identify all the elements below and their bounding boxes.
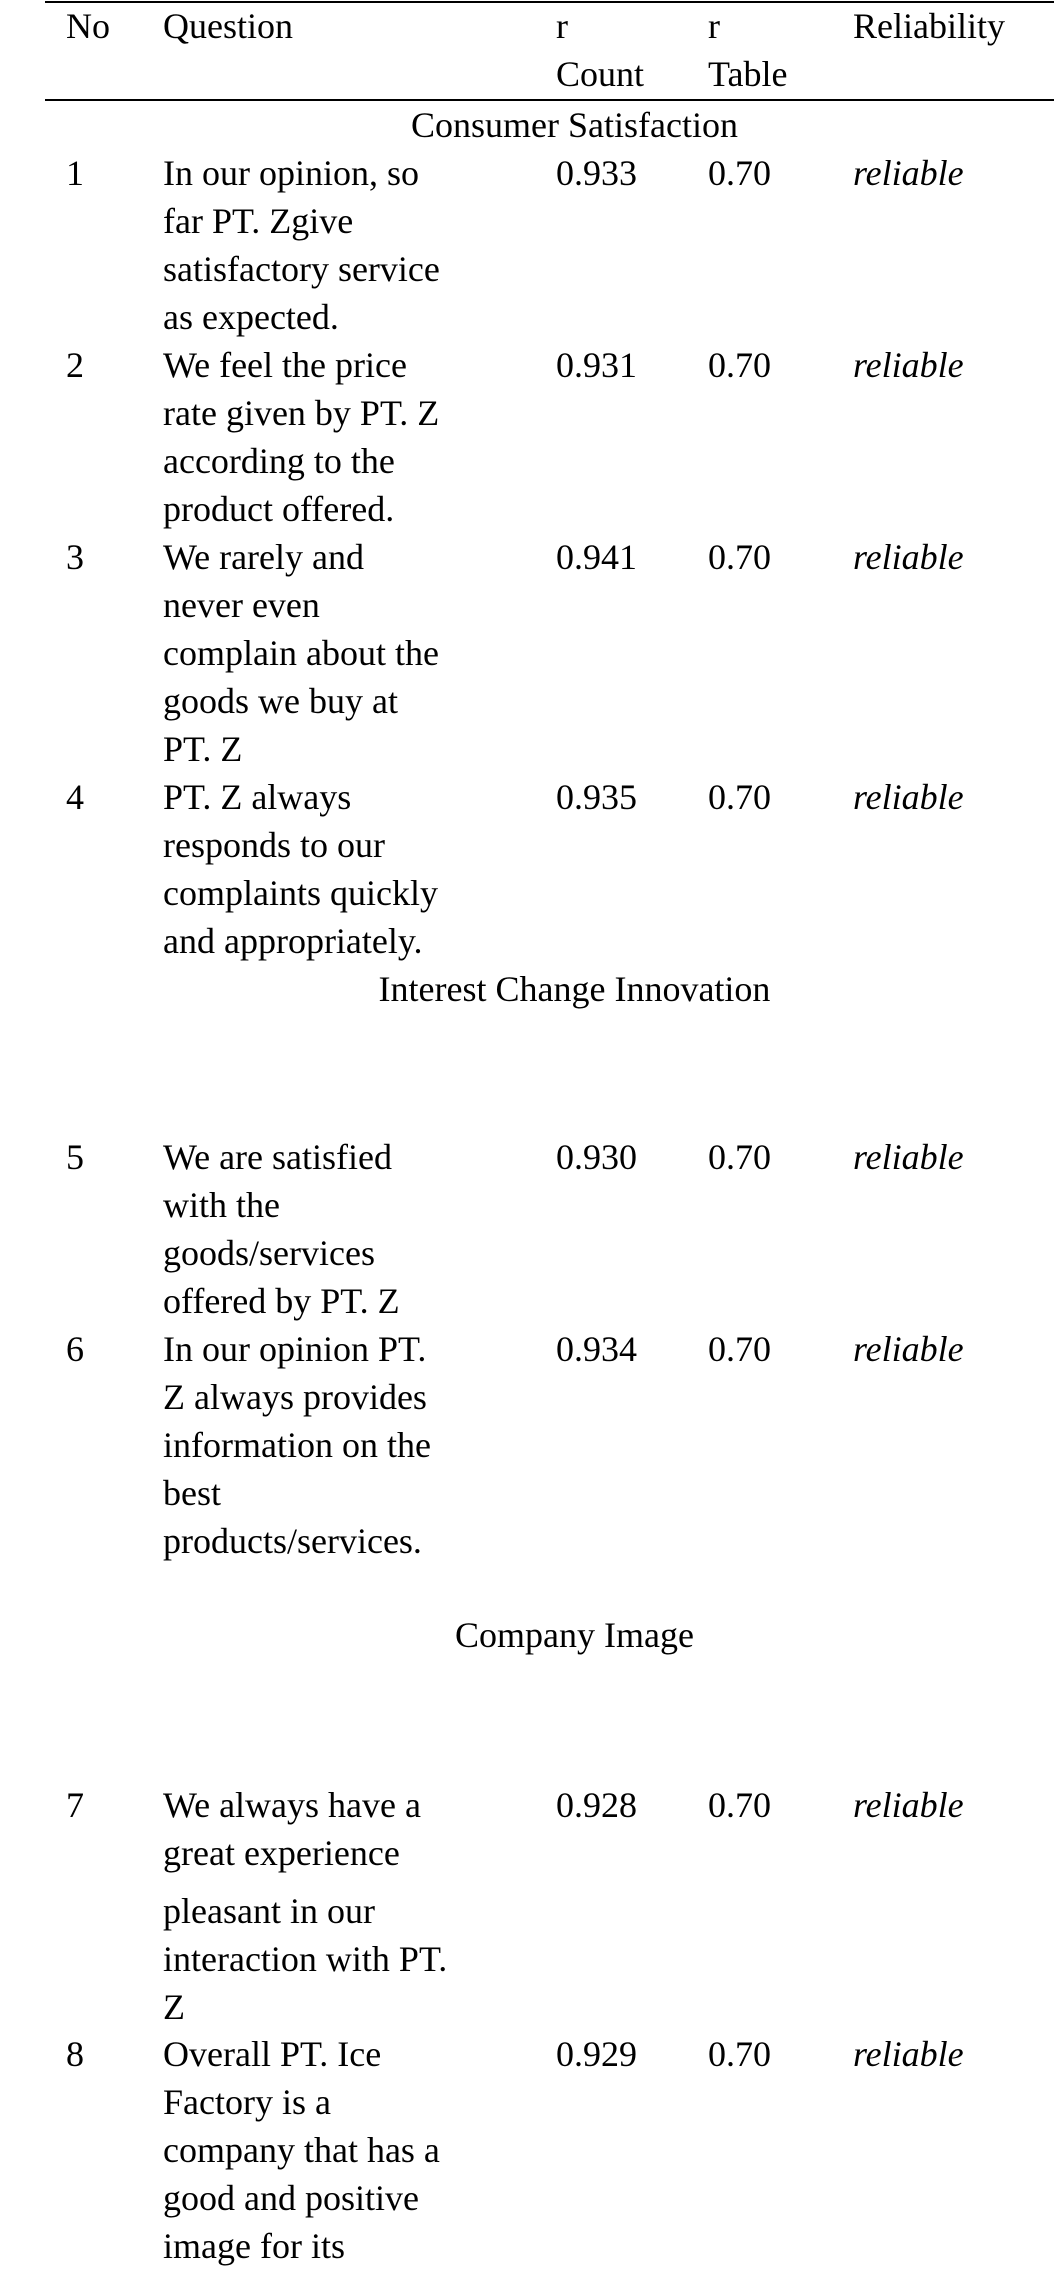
header-r-table-line1: r <box>708 6 720 46</box>
question-line: image for its <box>163 2226 345 2266</box>
header-no: No <box>66 6 110 46</box>
question-line: as expected. <box>163 297 339 337</box>
question-line: far PT. Zgive <box>163 201 354 241</box>
question-line: PT. Z <box>163 729 243 769</box>
header-question: Question <box>163 6 293 46</box>
header-r-count-line1: r <box>556 6 568 46</box>
row-r-count: 0.934 <box>556 1329 637 1369</box>
question-line: products/services. <box>163 1521 422 1561</box>
header-reliability: Reliability <box>853 6 1005 46</box>
question-line: goods we buy at <box>163 681 398 721</box>
question-line: Z always provides <box>163 1377 427 1417</box>
row-r-count: 0.929 <box>556 2034 637 2074</box>
question-line: best <box>163 1473 221 1513</box>
question-line: We rarely and <box>163 537 364 577</box>
row-no: 2 <box>66 345 84 385</box>
row-r-table: 0.70 <box>708 777 771 817</box>
section-title: Consumer Satisfaction <box>411 105 738 145</box>
row-no: 6 <box>66 1329 84 1369</box>
row-question <box>163 341 523 533</box>
header-r-table-line2: Table <box>708 54 788 94</box>
row-question <box>163 1133 523 1325</box>
question-line: with the <box>163 1185 280 1225</box>
row-reliability: reliable <box>853 153 964 193</box>
question-line: In our opinion, so <box>163 153 419 193</box>
row-question <box>163 2030 523 2270</box>
row-reliability: reliable <box>853 2034 964 2074</box>
question-line: according to the <box>163 441 395 481</box>
row-no: 8 <box>66 2034 84 2074</box>
row-r-table: 0.70 <box>708 345 771 385</box>
question-line: complain about the <box>163 633 439 673</box>
question-line: complaints quickly <box>163 873 438 913</box>
question-line: We are satisfied <box>163 1137 392 1177</box>
question-line: Factory is a <box>163 2082 331 2122</box>
section-title: Company Image <box>455 1615 694 1655</box>
section-title: Interest Change Innovation <box>378 969 771 1009</box>
row-question <box>163 1781 523 2031</box>
header-r-count-line2: Count <box>556 54 645 94</box>
row-r-table: 0.70 <box>708 1785 771 1825</box>
row-no: 5 <box>66 1137 84 1177</box>
row-r-count: 0.931 <box>556 345 637 385</box>
question-line: We feel the price <box>163 345 407 385</box>
row-reliability: reliable <box>853 537 964 577</box>
row-r-table: 0.70 <box>708 153 771 193</box>
row-r-table: 0.70 <box>708 2034 771 2074</box>
row-reliability: reliable <box>853 345 964 385</box>
row-no: 7 <box>66 1785 84 1825</box>
row-r-count: 0.941 <box>556 537 637 577</box>
header-r-table <box>708 2 787 98</box>
header-r-count <box>556 2 644 98</box>
question-line: rate given by PT. Z <box>163 393 440 433</box>
row-no: 4 <box>66 777 84 817</box>
row-reliability: reliable <box>853 777 964 817</box>
question-line: never even <box>163 585 320 625</box>
question-line: responds to our <box>163 825 385 865</box>
question-line: Overall PT. Ice <box>163 2034 382 2074</box>
question-line: great experience <box>163 1833 400 1873</box>
row-no: 3 <box>66 537 84 577</box>
row-question <box>163 149 523 341</box>
question-line: interaction with PT. <box>163 1939 448 1979</box>
question-line: We always have a <box>163 1785 421 1825</box>
row-question <box>163 533 523 773</box>
row-reliability: reliable <box>853 1137 964 1177</box>
row-r-table: 0.70 <box>708 1137 771 1177</box>
question-line: offered by PT. Z <box>163 1281 400 1321</box>
question-line: satisfactory service <box>163 249 440 289</box>
question-line: In our opinion PT. <box>163 1329 427 1369</box>
row-r-count: 0.933 <box>556 153 637 193</box>
question-line: product offered. <box>163 489 395 529</box>
question-line: good and positive <box>163 2178 419 2218</box>
row-r-table: 0.70 <box>708 537 771 577</box>
row-question <box>163 1325 523 1565</box>
row-reliability: reliable <box>853 1329 964 1369</box>
row-question <box>163 773 523 965</box>
question-line: company that has a <box>163 2130 440 2170</box>
question-line: goods/services <box>163 1233 375 1273</box>
row-no: 1 <box>66 153 84 193</box>
row-r-count: 0.930 <box>556 1137 637 1177</box>
row-reliability: reliable <box>853 1785 964 1825</box>
question-line: pleasant in our <box>163 1891 375 1931</box>
question-line: information on the <box>163 1425 431 1465</box>
row-r-count: 0.928 <box>556 1785 637 1825</box>
row-r-count: 0.935 <box>556 777 637 817</box>
question-line: PT. Z always <box>163 777 352 817</box>
question-line: and appropriately. <box>163 921 423 961</box>
row-r-table: 0.70 <box>708 1329 771 1369</box>
question-line: Z <box>163 1987 185 2027</box>
